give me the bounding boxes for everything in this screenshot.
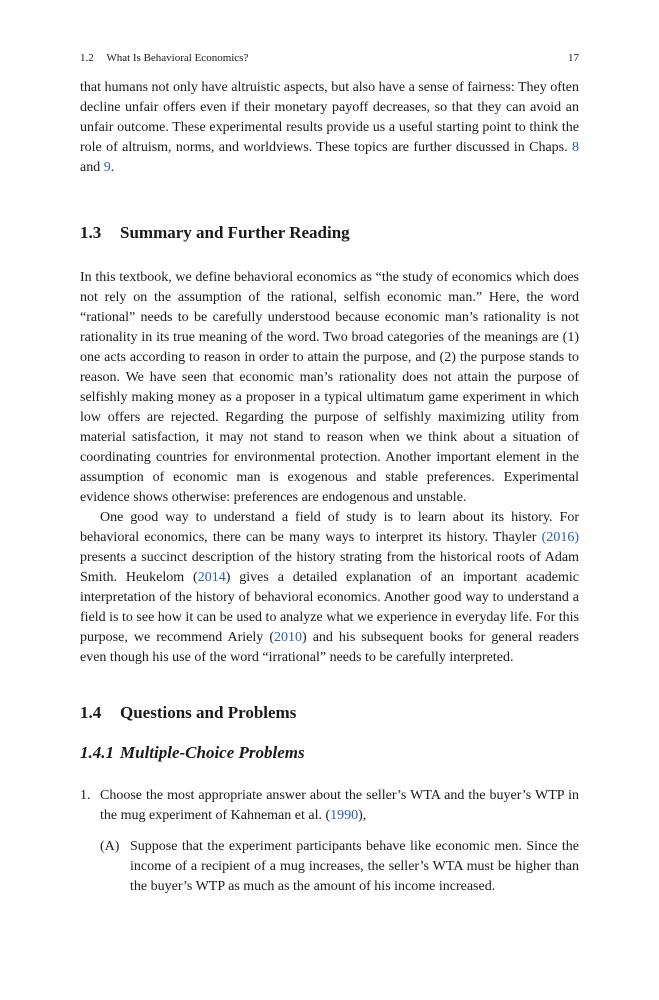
- thayler-2016-link[interactable]: (2016): [541, 530, 579, 545]
- para2-text-a: One good way to understand a field of study is to learn about its history. For behavioral economics, there can be many ways to interpret its history. Thayler: [80, 510, 579, 545]
- intro-end: .: [110, 160, 115, 175]
- ariely-2010-link[interactable]: 2010: [274, 630, 302, 645]
- question-1-number: 1.: [80, 788, 91, 803]
- section-number: 1.2: [80, 52, 94, 64]
- page-body: [80, 78, 579, 897]
- intro-text: that humans not only have altruistic aspects, but also have a sense of fairness: They often decline unfair offers even if their monetary payoff decreases, so that they can avoid an unfair outcome. These experimental results provide us a useful starting point to think the role of altruism, norms, and worldviews. These topics are further discussed in Chaps.: [80, 80, 579, 155]
- section-1-4-1-heading: [80, 743, 579, 763]
- option-a-label: (A): [100, 839, 120, 854]
- section-1-3-heading: [80, 223, 579, 243]
- question-1-text-a: Choose the most appropriate answer about the seller’s WTA and the buyer’s WTP in the mug experiment of Kahneman et al. (: [100, 788, 579, 823]
- para2-text-c: ) gives a detailed explanation of an important academic interpretation of the history of behavioral economics. Another good way to understand a field is to see how it can be used to analyze what we experience in everyday life. For this purpose, we recommend Ariely (: [80, 570, 580, 645]
- para2-text-b: presents a succinct description of the history strating from the historical roots of Adam Smith. Heukelom (: [80, 550, 579, 585]
- page-number: 17: [568, 52, 579, 64]
- chapter-9-link[interactable]: 9: [103, 160, 111, 175]
- chapter-8-link[interactable]: 8: [572, 140, 579, 155]
- section-1-4-title: Questions and Problems: [120, 703, 297, 722]
- intro-paragraph: [80, 78, 579, 178]
- section-1-4-1-number: 1.4.1: [80, 743, 114, 762]
- kahneman-1990-link[interactable]: 1990: [330, 808, 359, 823]
- section-1-4-1-title: Multiple-Choice Problems: [120, 743, 305, 762]
- question-1-option-a: [100, 837, 579, 897]
- question-1: [80, 786, 579, 826]
- summary-paragraph-1: In this textbook, we define behavioral economics as “the study of economics which does not rely on the assumption of the rational, selfish economic man.” Here, the word “rational” needs to be carefully understood because economic man’s rationality is not rationality in its true meaning of the word. Two broad categories of the meanings are (1) one acts according to reason in order to attain the purpose, and (2) the purpose stands to reason. We have seen that economic man’s rationality does not attain the purpose of selfishly making money as a proposer in a typical ultimatum game experiment in which low offers are rejected. Regarding the purpose of selfishly maximizing utility from material satisfaction, it may not stand to reason when we think about a situation of coordinating countries for environmental protection. Another important element in the assumption of economic man is exogenous and stable preferences. Experimental evidence shows otherwise: preferences are endogenous and unstable.: [80, 270, 579, 505]
- section-1-3-number: 1.3: [80, 223, 102, 242]
- section-1-4-heading: [80, 703, 579, 723]
- question-1-text-b: ),: [358, 808, 367, 823]
- section-1-4-number: 1.4: [80, 703, 102, 722]
- option-a-text: Suppose that the experiment participants behave like economic men. Since the income of a recipient of a mug increases, the seller’s WTA must be higher than the buyer’s WTP as much as the amount of his income increased.: [130, 839, 579, 894]
- section-title: What Is Behavioral Economics?: [106, 52, 249, 64]
- intro-and: and: [80, 160, 104, 175]
- running-head: [80, 52, 579, 64]
- question-1-text: [100, 786, 579, 826]
- running-head-section: [80, 52, 248, 64]
- heukelom-2014-link[interactable]: 2014: [197, 570, 226, 585]
- summary-paragraph-2: [80, 508, 579, 668]
- para2-text-d: ) and his subsequent books for general readers even though his use of the word “irrational” needs to be carefully interpreted.: [80, 630, 579, 665]
- section-1-3-title: Summary and Further Reading: [120, 223, 350, 242]
